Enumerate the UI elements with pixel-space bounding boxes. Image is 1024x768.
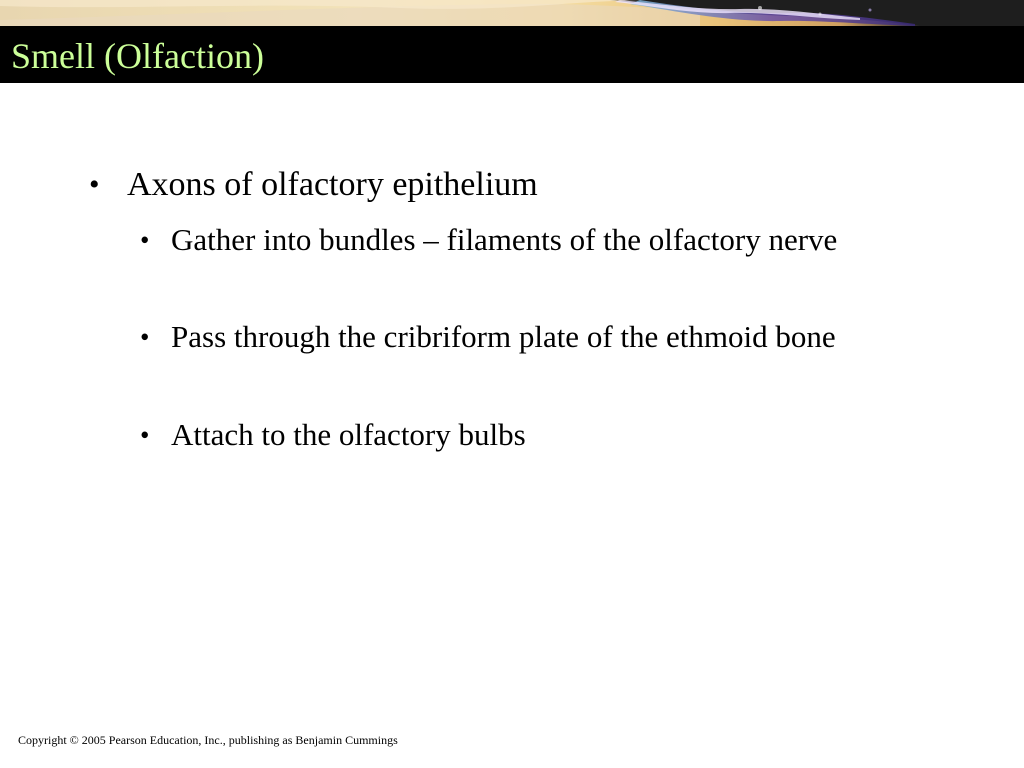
bullet-dot: • [140,225,150,255]
slide-title: Smell (Olfaction) [11,36,264,76]
copyright-footer: Copyright © 2005 Pearson Education, Inc., publishing as Benjamin Cummings [18,733,398,747]
bullet-text: Attach to the olfactory bulbs [171,417,526,452]
bullet-dot: • [140,420,150,450]
bullet-text: Pass through the cribriform plate of the ethmoid bone [171,319,836,354]
bullet-text: Gather into bundles – filaments of the olfactory nerve [171,222,838,257]
bullet-level-2 [140,413,900,457]
bullet-level-2 [140,218,900,262]
bullet-dot: • [140,322,150,352]
bullet-dot: • [89,168,100,201]
bullet-level-2 [140,315,900,359]
bullet-text: Axons of olfactory epithelium [127,166,538,203]
